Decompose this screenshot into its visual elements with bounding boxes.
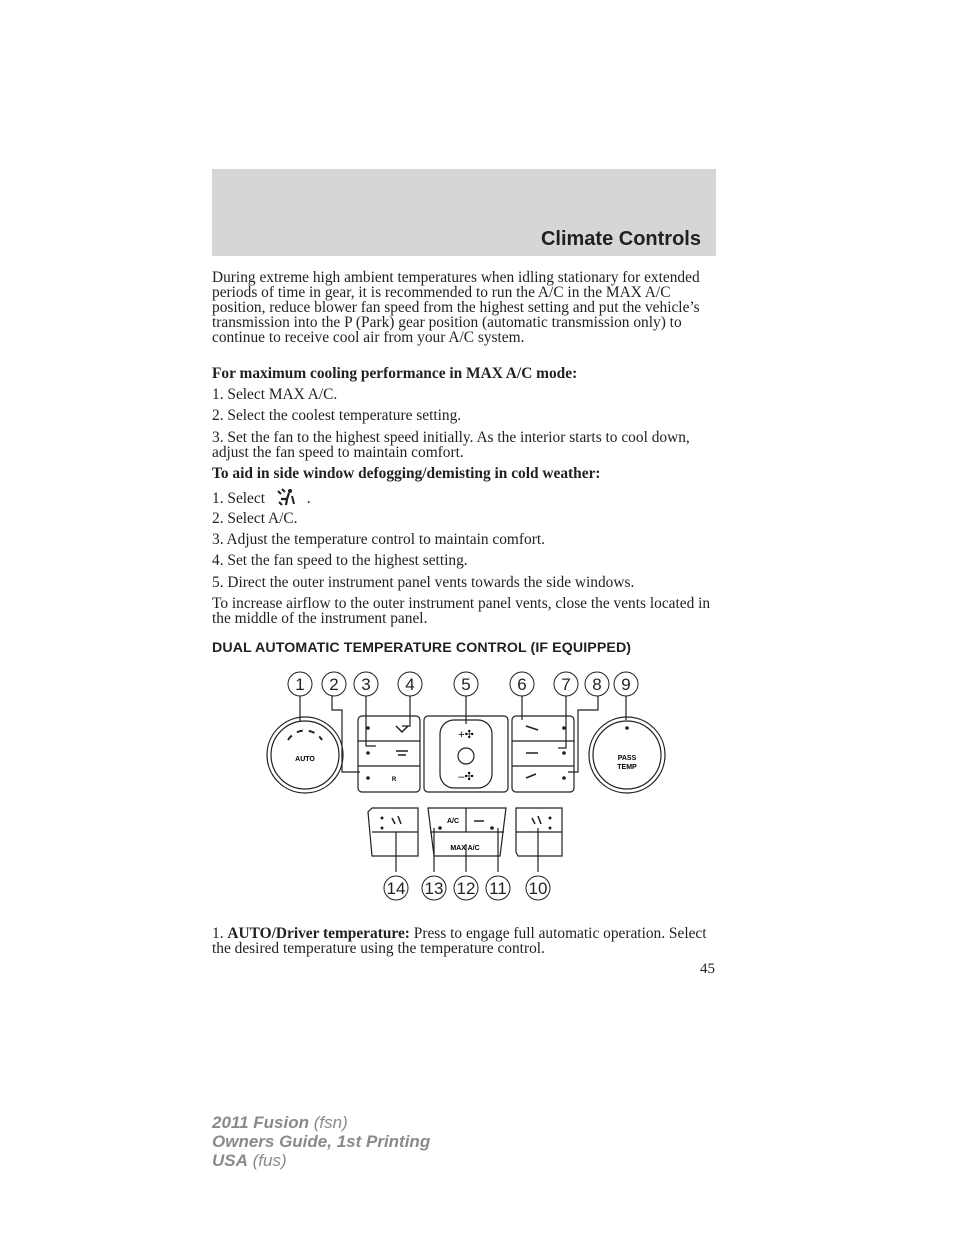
callout-13 (422, 876, 446, 900)
callout-11-text: 11 (489, 879, 507, 898)
max-cooling-step-3: 3. Set the fan to the highest speed initially. As the interior starts to cool down, adjust the fan speed to maintain comfort. (212, 429, 690, 461)
page-number: 45 (700, 961, 715, 977)
driver-temp-knob (267, 717, 343, 793)
callout-5-text: 5 (461, 675, 471, 694)
page-title: Climate Controls (540, 228, 701, 250)
defog-floor-icon (275, 488, 297, 504)
callout-14-text: 14 (386, 879, 406, 898)
defog-step-4: 4. Set the fan speed to the highest setting. (212, 552, 468, 569)
footer-market: USA (212, 1151, 248, 1170)
callout-10-text: 10 (528, 879, 548, 898)
pass-label: PASS (617, 755, 637, 762)
max-cooling-step-1: 1. Select MAX A/C. (212, 386, 338, 403)
defog-heading: To aid in side window defogging/demisting in cold weather: (212, 465, 601, 482)
footer-model-code: (fsn) (313, 1113, 348, 1132)
airflow-paragraph: To increase airflow to the outer instrument panel vents, close the vents located in the middle of the instrument panel. (212, 595, 711, 627)
callout-9 (614, 672, 638, 696)
item-1-label: AUTO/Driver temperature: (227, 925, 410, 942)
fan-up-label: +✣ (458, 729, 474, 741)
ac-label: A/C (446, 818, 460, 825)
callout-5 (454, 672, 478, 696)
callout-11 (486, 876, 510, 900)
intro-paragraph (212, 270, 718, 345)
defog-step-1-suffix: . (306, 490, 311, 507)
callout-2-text: 2 (329, 675, 339, 694)
max-cooling-step-2: 2. Select the coolest temperature setting. (212, 407, 462, 424)
auto-label: AUTO (295, 756, 315, 763)
item-1 (212, 926, 718, 956)
intro-text: During extreme high ambient temperatures when idling stationary for extended periods of time in gear, it is recommended to run the A/C in the MAX A/C position, reduce blower fan speed from the highest setting and put the vehicle’s transmission into the P (Park) gear position (automatic transmission only) to continue to receive cool air from your A/C system. (212, 269, 700, 346)
callout-4-text: 4 (405, 675, 415, 694)
footer-guide: Owners Guide, 1st Printing (212, 1132, 431, 1151)
callout-1 (288, 672, 312, 696)
callout-10 (526, 876, 550, 900)
callout-12 (454, 876, 478, 900)
callout-12-text: 12 (456, 879, 476, 898)
defog-step-1-prefix: 1. Select (212, 490, 265, 507)
item-1-number: 1. (212, 925, 224, 942)
callout-3 (354, 672, 378, 696)
fan-down-label: –✣ (458, 771, 474, 783)
callout-6 (510, 672, 534, 696)
defog-step-3: 3. Adjust the temperature control to maintain comfort. (212, 531, 545, 548)
max-ac-label: MAX A/C (450, 845, 480, 852)
climate-control-diagram (262, 668, 682, 912)
item-1-text: Press to engage full automatic operation. Select the desired temperature using the temperature control. (212, 925, 707, 957)
r-label: R (391, 777, 397, 783)
climate-panel-svg (262, 668, 682, 908)
callout-7-text: 7 (561, 675, 571, 694)
defog-step-1 (212, 488, 718, 506)
callout-4 (398, 672, 422, 696)
callout-2 (322, 672, 346, 696)
defog-step-5: 5. Direct the outer instrument panel vents towards the side windows. (212, 574, 635, 591)
callout-13-text: 13 (424, 879, 444, 898)
defog-step-2: 2. Select A/C. (212, 510, 298, 527)
callout-6-text: 6 (517, 675, 527, 694)
header-band (212, 169, 716, 256)
callout-8-text: 8 (592, 675, 602, 694)
footer-market-code: (fus) (252, 1151, 287, 1170)
section-heading: DUAL AUTOMATIC TEMPERATURE CONTROL (IF EQUIPPED) (212, 640, 632, 656)
callout-3-text: 3 (361, 675, 371, 694)
callout-1-text: 1 (295, 675, 305, 694)
footer (212, 1113, 430, 1170)
callout-9-text: 9 (621, 675, 631, 694)
temp-label: TEMP (617, 764, 637, 771)
footer-model: 2011 Fusion (212, 1113, 309, 1132)
callout-14 (384, 876, 408, 900)
callout-7 (554, 672, 578, 696)
max-cooling-heading: For maximum cooling performance in MAX A/C mode: (212, 365, 578, 382)
callout-8 (585, 672, 609, 696)
